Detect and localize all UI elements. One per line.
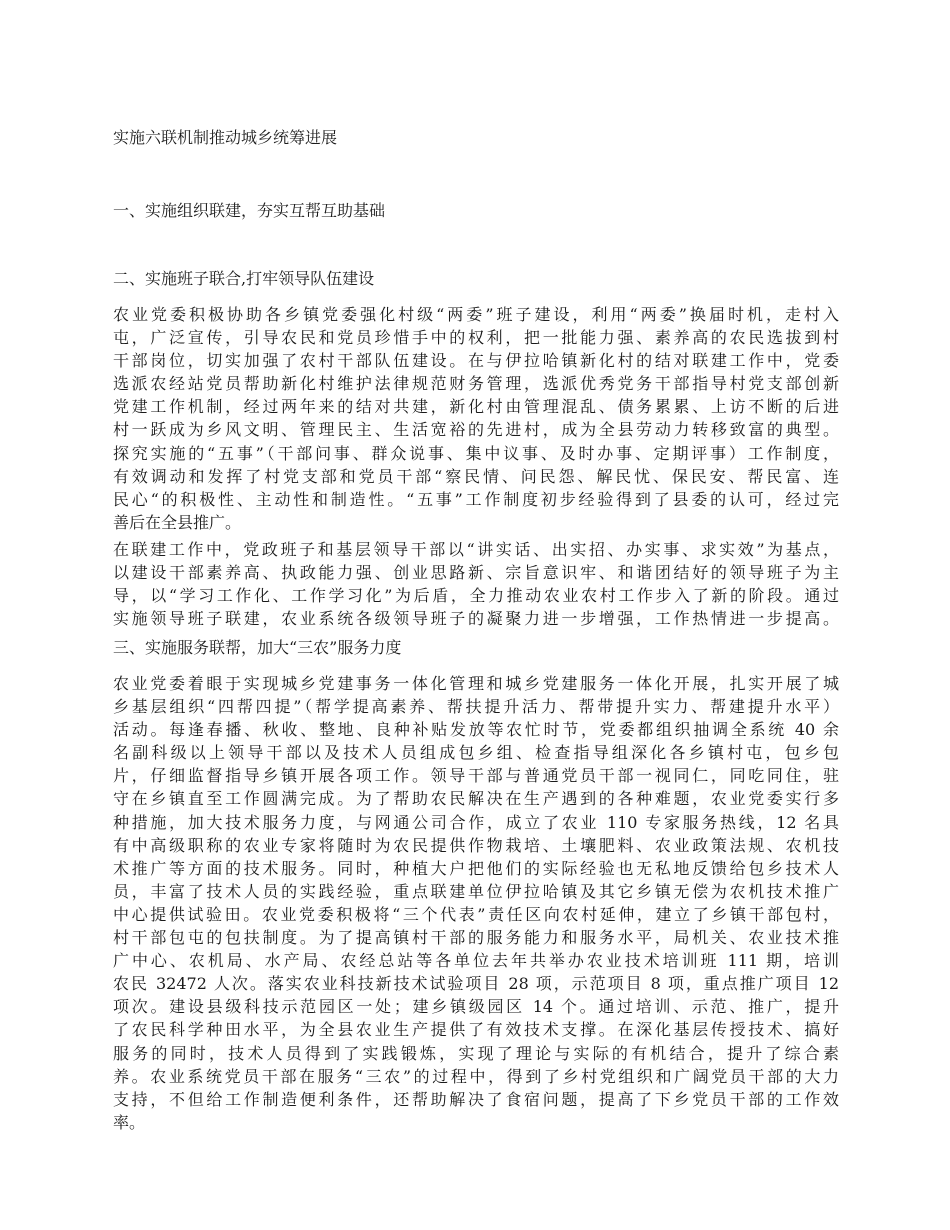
text-line: 村干部包屯的包扶制度。为了提高镇村干部的服务能力和服务水平，局机关、农业技术推 [113,928,839,948]
text-line: 探究实施的“五事”（干部问事、群众说事、集中议事、及时办事、定期评事）工作制度， [113,443,839,463]
text-line: 广中心、农机局、水产局、农经总站等各单位去年共举办农业技术培训班 111 期，培训 [113,951,839,971]
section-heading-3: 三、实施服务联帮，加大“三农”服务力度 [113,638,402,657]
section-heading-1: 一、实施组织联建，夯实互帮互助基础 [113,201,386,220]
text-line: 率。 [113,1112,146,1132]
text-line: 实施领导班子联建，农业系统各级领导班子的凝聚力进一步增强，工作热情进一步提高。 [113,609,839,629]
text-line: 有效调动和发挥了村党支部和党员干部“察民情、问民怨、解民忧、保民安、帮民富、连 [113,466,839,486]
document-title: 实施六联机制推动城乡统筹进展 [113,128,338,147]
text-line: 党建工作机制，经过两年来的结对共建，新化村由管理混乱、债务累累、上访不断的后进 [113,397,839,417]
text-line: 种措施，加大技术服务力度，与网通公司合作，成立了农业 110 专家服务热线，12 名具 [113,812,839,832]
text-line: 屯，广泛宣传，引导农民和党员珍惜手中的权利，把一批能力强、素养高的农民选拔到村 [113,328,839,348]
section-3-paragraph-1 [113,672,839,1134]
text-line: 服务的同时，技术人员得到了实践锻炼，实现了理论与实际的有机结合，提升了综合素 [113,1043,839,1063]
text-line: 养。农业系统党员干部在服务“三农”的过程中，得到了乡村党组织和广阔党员干部的大力 [113,1066,839,1086]
text-line: 农业党委积极协助各乡镇党委强化村级“两委”班子建设，利用“两委”换届时机，走村入 [113,305,839,324]
text-line: 选派农经站党员帮助新化村维护法律规范财务管理，选派优秀党务干部指导村党支部创新 [113,374,839,394]
text-line: 术推广等方面的技术服务。同时，种植大户把他们的实际经验也无私地反馈给包乡技术人 [113,858,839,878]
text-line: 员，丰富了技术人员的实践经验，重点联建单位伊拉哈镇及其它乡镇无偿为农机技术推广 [113,881,839,901]
text-line: 在联建工作中，党政班子和基层领导干部以“讲实话、出实招、办实事、求实效”为基点， [113,540,839,559]
section-2-paragraph-2 [113,538,839,630]
text-line: 导，以“学习工作化、工作学习化”为后盾，全力推动农业农村工作步入了新的阶段。通过 [113,586,839,606]
section-2-paragraph-1 [113,303,839,534]
text-line: 农民 32472 人次。落实农业科技新技术试验项目 28 项，示范项目 8 项，重点推广项目 12 [113,974,839,994]
text-line: 善后在全县推广。 [113,512,242,532]
text-line: 片，仔细监督指导乡镇开展各项工作。领导干部与普通党员干部一视同仁，同吃同住，驻 [113,766,839,786]
text-line: 项次。建设县级科技示范园区一处；建乡镇级园区 14 个。通过培训、示范、推广，提升 [113,997,839,1017]
text-line: 有中高级职称的农业专家将随时为农民提供作物栽培、土壤肥料、农业政策法规、农机技 [113,835,839,855]
text-line: 干部岗位，切实加强了农村干部队伍建设。在与伊拉哈镇新化村的结对联建工作中，党委 [113,351,839,371]
text-line: 民心“的积极性、主动性和制造性。“五事”工作制度初步经验得到了县委的认可，经过完 [113,489,839,509]
text-line: 支持，不但给工作制造便利条件，还帮助解决了食宿问题，提高了下乡党员干部的工作效 [113,1089,839,1109]
text-line: 以建设干部素养高、执政能力强、创业思路新、宗旨意识牢、和谐团结好的领导班子为主 [113,563,839,583]
section-heading-2: 二、实施班子联合,打牢领导队伍建设 [113,269,375,288]
text-line: 农业党委着眼于实现城乡党建事务一体化管理和城乡党建服务一体化开展，扎实开展了城 [113,674,839,693]
text-line: 了农民科学种田水平，为全县农业生产提供了有效技术支撑。在深化基层传授技术、搞好 [113,1020,839,1040]
text-line: 守在乡镇直至工作圆满完成。为了帮助农民解决在生产遇到的各种难题，农业党委实行多 [113,789,839,809]
text-line: 村一跃成为乡风文明、管理民主、生活宽裕的先进村，成为全县劳动力转移致富的典型。 [113,420,839,440]
text-line: 乡基层组织“四帮四提”（帮学提高素养、帮扶提升活力、帮带提升实力、帮建提升水平） [113,697,839,717]
text-line: 中心提供试验田。农业党委积极将“三个代表”责任区向农村延伸，建立了乡镇干部包村， [113,904,839,924]
text-line: 名副科级以上领导干部以及技术人员组成包乡组、检查指导组深化各乡镇村屯，包乡包 [113,743,839,763]
text-line: 活动。每逢春播、秋收、整地、良种补贴发放等农忙时节，党委都组织抽调全系统 40 余 [113,720,839,740]
